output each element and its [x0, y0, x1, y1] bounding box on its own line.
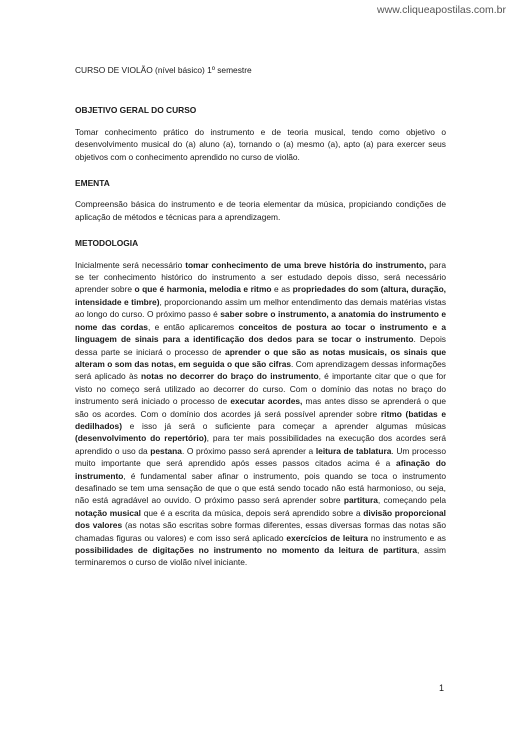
methodology-bold-run: divisão proporcional dos valores	[75, 507, 446, 531]
methodology-bold-run: afinação do instrumento	[75, 458, 446, 481]
methodology-heading: METODOLOGIA	[75, 238, 139, 249]
document-page	[75, 64, 446, 569]
methodology-text-run: e as	[271, 284, 293, 295]
methodology-text-run: . Com aprendizagem dessas informações será aplicado às	[75, 358, 446, 382]
syllabus-paragraph: Compreensão básica do instrumento e de teoria elementar da música, propiciando condições de aplicação de métodos e técnicas para a aprendizagem.	[75, 199, 446, 222]
methodology-text-run: , para ter mais possibilidades na execução dos acordes será aprendido o uso da	[75, 433, 446, 456]
methodology-bold-run: ritmo (batidas e dedilhados)	[75, 408, 446, 431]
methodology-bold-run: notação musical	[75, 507, 141, 518]
methodology-bold-run: propriedades do som (altura, duração, intensidade e timbre)	[75, 284, 447, 307]
methodology-bold-run: tomar conhecimento de uma breve história do instrumento,	[185, 259, 427, 270]
page-number: 1	[439, 683, 445, 693]
methodology-text-run: e isso já será o suficiente para começar a aprender algumas músicas	[122, 420, 446, 431]
methodology-text-run: . O próximo passo será aprender a	[181, 445, 316, 456]
methodology-bold-run: conceitos de postura ao tocar o instrumento e a linguagem de sinais para a identificação dos dedos para se tocar o instrumento	[75, 321, 446, 345]
site-watermark: www.cliqueapostilas.com.br	[377, 4, 506, 16]
methodology-bold-run: leitura de tablatura	[315, 445, 392, 456]
methodology-bold-run: notas no decorrer do braço do instrumento	[141, 371, 319, 382]
methodology-text-run: (as notas são escritas sobre formas diferentes, essas diversas formas das notas são chamadas figuras ou valores) e com isso será aplicado	[75, 520, 446, 543]
methodology-bold-run: partitura	[343, 495, 378, 506]
methodology-text-run: Inicialmente será necessário	[75, 259, 186, 270]
methodology-text-run: . Um processo muito importante que será aprendido após esses passos citados acima é a	[75, 445, 446, 469]
methodology-bold-run: saber sobre o instrumento, a anatomia do instrumento e nome das cordas	[75, 309, 446, 332]
methodology-text-run: para se ter conhecimento histórico do instrumento a ser estudado depois disso, será necessário aprender sobre	[75, 259, 446, 295]
course-title: CURSO DE VIOLÃO (nível básico) 1º semestre	[75, 65, 252, 75]
objective-paragraph: Tomar conhecimento prático do instrumento e de teoria musical, tendo como objetivo o desenvolvimento musical do (a) aluno (a), tornando o (a) mesmo (a), apto (a) para exercer seus objetivos com o conhecimento aprendido no curso de violão.	[75, 126, 446, 162]
syllabus-heading: EMENTA	[75, 178, 110, 189]
methodology-text-run: , começando pela	[377, 495, 446, 506]
methodology-bold-run: o que é harmonia, melodia e ritmo	[134, 284, 272, 295]
methodology-text-run: , e então aplicaremos	[147, 321, 239, 332]
methodology-text-run: , é importante citar que o que for visto no começo será utilizado ao decorrer do curso. Com o domínio das notas no braço do instrumento será iniciado o processo de	[75, 371, 446, 407]
methodology-bold-run: pestana	[150, 445, 182, 456]
methodology-text-run: , proporcionando assim um melhor entendimento das demais matérias vistas ao longo do curso. O próximo passo é	[75, 296, 447, 320]
methodology-bold-run: exercícios de leitura	[286, 532, 369, 543]
methodology-bold-run: executar acordes,	[230, 396, 303, 407]
methodology-bold-run: aprender o que são as notas musicais, os sinais que alteram o som das notas, em seguida o que são cifras	[75, 346, 447, 369]
methodology-text-run: que é a escrita da música, depois será aprendido sobre a	[141, 507, 364, 518]
methodology-text-run: . Depois dessa parte se iniciará o processo de	[75, 334, 446, 357]
methodology-bold-run: possibilidades de digitações no instrumento no momento da leitura de partitura	[75, 545, 418, 555]
methodology-text-run: no instrumento e as	[368, 532, 446, 543]
methodology-text-run: , assim terminaremos o curso de violão nível iniciante.	[75, 545, 446, 568]
methodology-bold-run: (desenvolvimento do repertório)	[75, 433, 207, 444]
methodology-text-run: , é fundamental saber afinar o instrumento, pois quando se toca o instrumento desafinado se tem uma sensação de que o que está sendo tocado não está harmonioso, ou seja, não está agradável ao ouvido. O próximo passo será aprender sobre	[75, 470, 446, 506]
methodology-text-run: mas antes disso se aprenderá o que são os acordes. Com o domínio dos acordes já será possível aprender sobre	[75, 396, 446, 419]
methodology-paragraph	[75, 259, 446, 569]
objective-heading: OBJETIVO GERAL DO CURSO	[75, 105, 197, 116]
